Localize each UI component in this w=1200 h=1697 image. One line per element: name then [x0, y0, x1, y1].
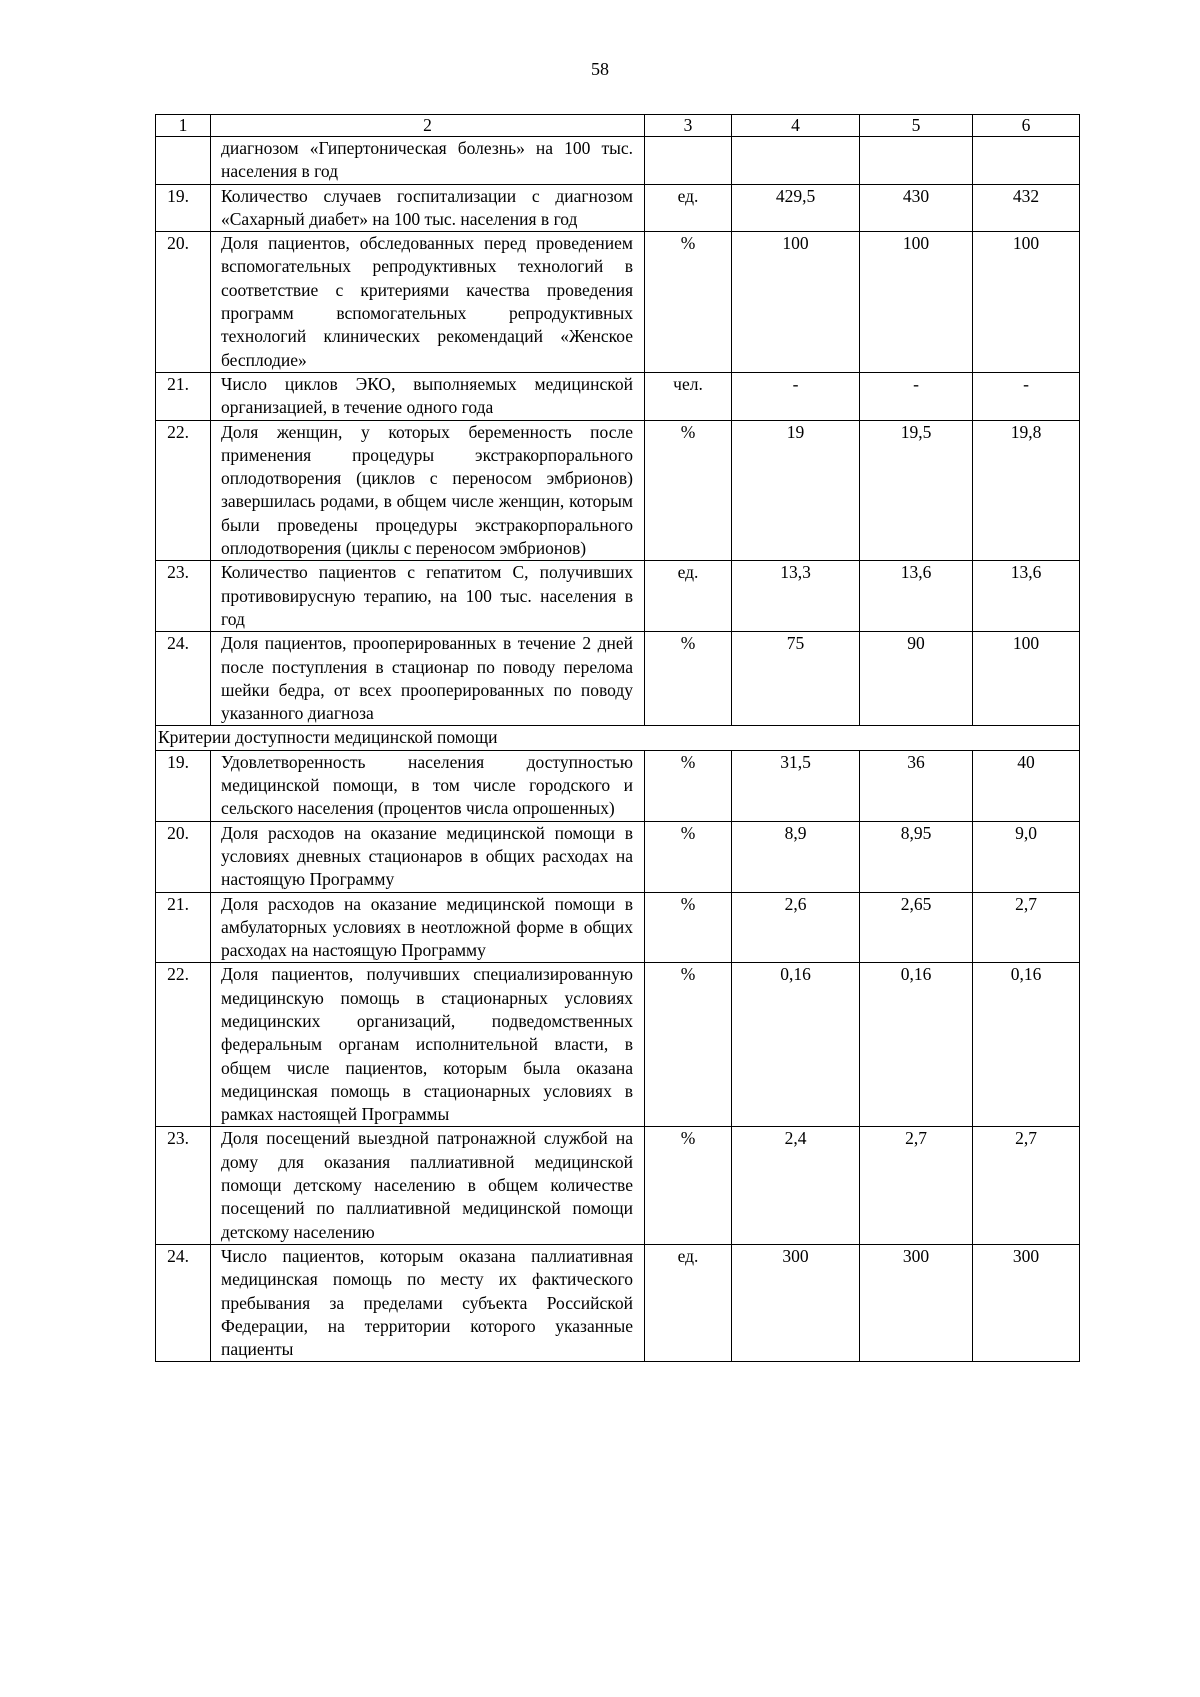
section-title: Критерии доступности медицинской помощи [156, 726, 1080, 750]
table-row [156, 561, 1080, 632]
unit-cell [645, 137, 732, 185]
row-number: 24. [156, 632, 211, 726]
value-cell: 0,16 [973, 963, 1080, 1127]
row-number: 19. [156, 184, 211, 232]
value-cell: 19,8 [973, 420, 1080, 561]
unit-cell: % [645, 821, 732, 892]
value-cell: 100 [860, 232, 973, 373]
column-header: 4 [732, 115, 860, 137]
indicator-name: Доля пациентов, получивших специализированную медицинскую помощь в стационарных условиях медицинских организаций, подведомственных федеральным органам исполнительной власти, в общем числе пациентов, которым была оказана медицинская помощь в стационарных условиях в рамках настоящей Программы [211, 963, 645, 1127]
table-row [156, 232, 1080, 373]
row-number: 24. [156, 1244, 211, 1361]
value-cell: 19,5 [860, 420, 973, 561]
column-header: 3 [645, 115, 732, 137]
page-number: 58 [591, 59, 609, 79]
table-row [156, 963, 1080, 1127]
value-cell: 90 [860, 632, 973, 726]
row-number: 23. [156, 1127, 211, 1244]
value-cell: 31,5 [732, 750, 860, 821]
unit-cell: чел. [645, 372, 732, 420]
value-cell: 300 [973, 1244, 1080, 1361]
value-cell: 100 [973, 632, 1080, 726]
value-cell: 2,7 [973, 892, 1080, 963]
column-header: 6 [973, 115, 1080, 137]
indicator-name: Доля расходов на оказание медицинской помощи в амбулаторных условиях в неотложной форме в общих расходах на настоящую Программу [211, 892, 645, 963]
table-row [156, 137, 1080, 185]
unit-cell: % [645, 232, 732, 373]
row-number: 20. [156, 821, 211, 892]
value-cell: 0,16 [732, 963, 860, 1127]
indicator-name: Количество случаев госпитализации с диагнозом «Сахарный диабет» на 100 тыс. населения в год [211, 184, 645, 232]
unit-cell: ед. [645, 1244, 732, 1361]
indicator-name: Число циклов ЭКО, выполняемых медицинской организацией, в течение одного года [211, 372, 645, 420]
unit-cell: % [645, 632, 732, 726]
table-row [156, 892, 1080, 963]
table-row [156, 632, 1080, 726]
unit-cell: % [645, 750, 732, 821]
value-cell: 300 [732, 1244, 860, 1361]
table-row [156, 821, 1080, 892]
value-cell: 0,16 [860, 963, 973, 1127]
table-row [156, 372, 1080, 420]
column-header: 2 [211, 115, 645, 137]
indicator-name: Доля посещений выездной патронажной службой на дому для оказания паллиативной медицинской помощи детскому населению в общем количестве посещений по паллиативной медицинской помощи детскому населению [211, 1127, 645, 1244]
row-number: 20. [156, 232, 211, 373]
unit-cell: % [645, 1127, 732, 1244]
row-number: 21. [156, 372, 211, 420]
value-cell: 36 [860, 750, 973, 821]
value-cell: 100 [973, 232, 1080, 373]
row-number: 22. [156, 963, 211, 1127]
row-number: 19. [156, 750, 211, 821]
value-cell: 19 [732, 420, 860, 561]
indicator-name: диагнозом «Гипертоническая болезнь» на 100 тыс. населения в год [211, 137, 645, 185]
value-cell: 13,6 [860, 561, 973, 632]
value-cell: 100 [732, 232, 860, 373]
value-cell: 13,3 [732, 561, 860, 632]
row-number: 22. [156, 420, 211, 561]
unit-cell: ед. [645, 184, 732, 232]
unit-cell: % [645, 892, 732, 963]
row-number: 23. [156, 561, 211, 632]
value-cell: 8,95 [860, 821, 973, 892]
indicator-name: Доля пациентов, прооперированных в течение 2 дней после поступления в стационар по поводу перелома шейки бедра, от всех прооперированных по поводу указанного диагноза [211, 632, 645, 726]
value-cell: 429,5 [732, 184, 860, 232]
value-cell: 13,6 [973, 561, 1080, 632]
table-row [156, 750, 1080, 821]
value-cell: 430 [860, 184, 973, 232]
value-cell: 9,0 [973, 821, 1080, 892]
table-row [156, 1244, 1080, 1361]
value-cell: 432 [973, 184, 1080, 232]
unit-cell: ед. [645, 561, 732, 632]
value-cell [860, 137, 973, 185]
value-cell: 2,7 [973, 1127, 1080, 1244]
table-row [156, 184, 1080, 232]
indicator-name: Удовлетворенность населения доступностью медицинской помощи, в том числе городского и сельского населения (процентов числа опрошенных) [211, 750, 645, 821]
unit-cell: % [645, 963, 732, 1127]
value-cell: 8,9 [732, 821, 860, 892]
table-row [156, 1127, 1080, 1244]
value-cell: - [860, 372, 973, 420]
row-number: 21. [156, 892, 211, 963]
value-cell: 2,65 [860, 892, 973, 963]
row-number [156, 137, 211, 185]
criteria-table [155, 114, 1080, 1362]
section-row [156, 726, 1080, 750]
value-cell: - [732, 372, 860, 420]
value-cell [732, 137, 860, 185]
table-row [156, 420, 1080, 561]
value-cell: 2,6 [732, 892, 860, 963]
indicator-name: Доля пациентов, обследованных перед проведением вспомогательных репродуктивных технологий в соответствие с критериями качества проведения программ вспомогательных репродуктивных технологий клинических рекомендаций «Женское бесплодие» [211, 232, 645, 373]
column-header: 5 [860, 115, 973, 137]
value-cell: 300 [860, 1244, 973, 1361]
value-cell: - [973, 372, 1080, 420]
header-row [156, 115, 1080, 137]
value-cell: 40 [973, 750, 1080, 821]
value-cell [973, 137, 1080, 185]
column-header: 1 [156, 115, 211, 137]
indicator-name: Количество пациентов с гепатитом С, получивших противовирусную терапию, на 100 тыс. населения в год [211, 561, 645, 632]
value-cell: 2,7 [860, 1127, 973, 1244]
value-cell: 75 [732, 632, 860, 726]
indicator-name: Число пациентов, которым оказана паллиативная медицинская помощь по месту их фактического пребывания за пределами субъекта Российской Федерации, на территории которого указанные пациенты [211, 1244, 645, 1361]
unit-cell: % [645, 420, 732, 561]
value-cell: 2,4 [732, 1127, 860, 1244]
indicator-name: Доля расходов на оказание медицинской помощи в условиях дневных стационаров в общих расходах на настоящую Программу [211, 821, 645, 892]
indicator-name: Доля женщин, у которых беременность после применения процедуры экстракорпорального оплодотворения (циклов с переносом эмбрионов) завершилась родами, в общем числе женщин, которым были проведены процедуры экстракорпорального оплодотворения (циклы с переносом эмбрионов) [211, 420, 645, 561]
